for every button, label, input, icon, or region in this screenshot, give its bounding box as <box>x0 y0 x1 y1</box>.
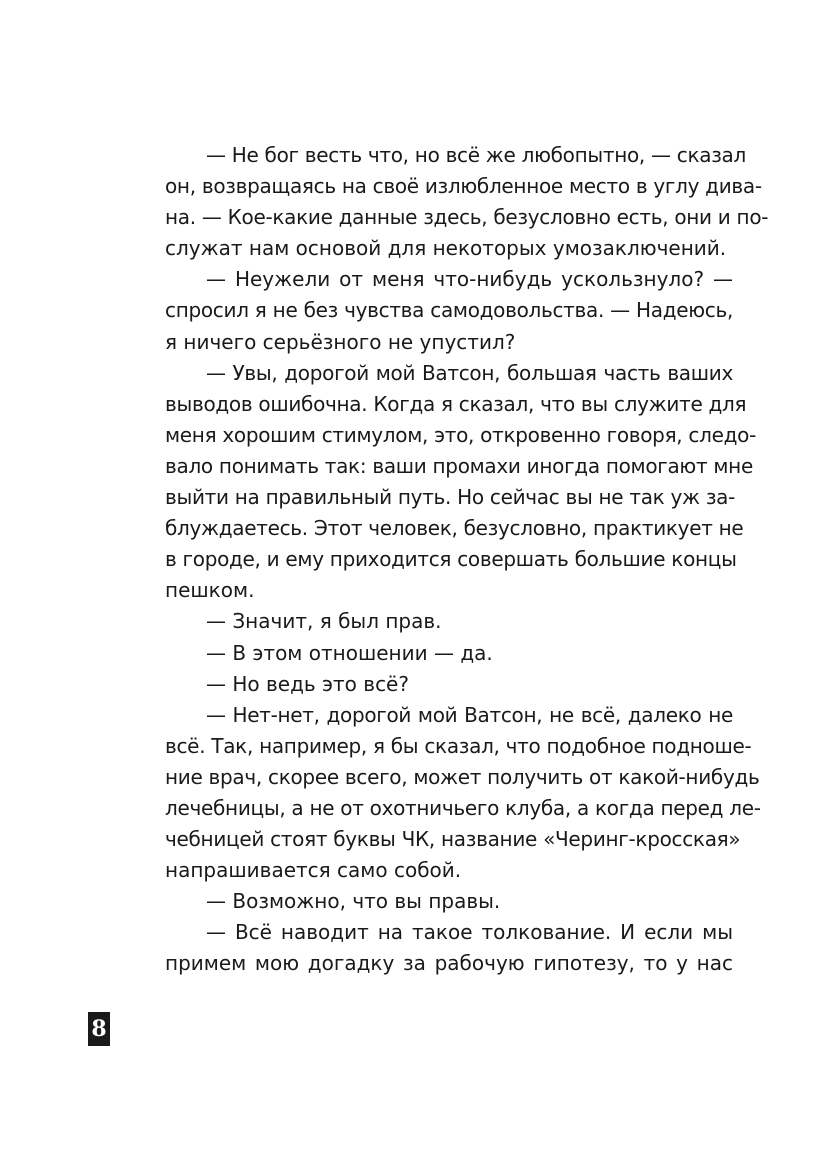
text-line: ние врач, скорее всего, может получить от какой-нибудь <box>165 764 760 789</box>
text-line: напрашивается само собой. <box>165 858 462 883</box>
text-line: меня хорошим стимулом, это, откровенно говоря, следо- <box>165 422 756 447</box>
text-line: — Всё наводит на такое толкование. И если мы <box>206 920 733 945</box>
text-line: на. — Кое-какие данные здесь, безусловно есть, они и по- <box>165 205 769 230</box>
text-line: примем мою догадку за рабочую гипотезу, то у нас <box>165 951 733 976</box>
text-line: — Не бог весть что, но всё же любопытно, — сказал <box>206 143 746 167</box>
text-line: вало понимать так: ваши промахи иногда помогают мне <box>165 453 753 478</box>
text-line: выйти на правильный путь. Но сейчас вы не так уж за- <box>165 485 736 510</box>
text-line: — Возможно, что вы правы. <box>206 889 501 914</box>
text-line: блуждаетесь. Этот человек, безусловно, практикует не <box>165 516 744 541</box>
text-line: — Неужели от меня что-нибудь ускользнуло? — <box>206 267 733 292</box>
text-line: я ничего серьёзного не упустил? <box>165 329 516 354</box>
text-line: выводов ошибочна. Когда я сказал, что вы служите для <box>165 391 747 416</box>
text-line: служат нам основой для некоторых умозаключений. <box>165 236 727 261</box>
text-line: в городе, и ему приходится совершать большие концы <box>165 547 737 572</box>
text-line: чебницей стоят буквы ЧК, название «Черинг-кросская» <box>165 827 741 852</box>
text-line: всё. Так, например, я бы сказал, что подобное подноше- <box>165 733 752 758</box>
text-line: он, возвращаясь на своё излюбленное место в углу дива- <box>165 174 762 199</box>
text-line: — Значит, я был прав. <box>206 609 442 634</box>
text-line: спросил я не без чувства самодовольства. — Надеюсь, <box>165 298 733 323</box>
text-line: — Увы, дорогой мой Ватсон, большая часть ваших <box>206 360 733 385</box>
text-line: — Но ведь это всё? <box>206 671 409 696</box>
text-line: — Нет-нет, дорогой мой Ватсон, не всё, далеко не <box>206 702 733 727</box>
text-line: — В этом отношении — да. <box>206 640 493 665</box>
page-body-text <box>165 140 769 980</box>
text-line: лечебницы, а не от охотничьего клуба, а когда перед ле- <box>165 795 761 820</box>
text-line: пешком. <box>165 578 255 603</box>
page-number: 8 <box>88 1012 110 1046</box>
